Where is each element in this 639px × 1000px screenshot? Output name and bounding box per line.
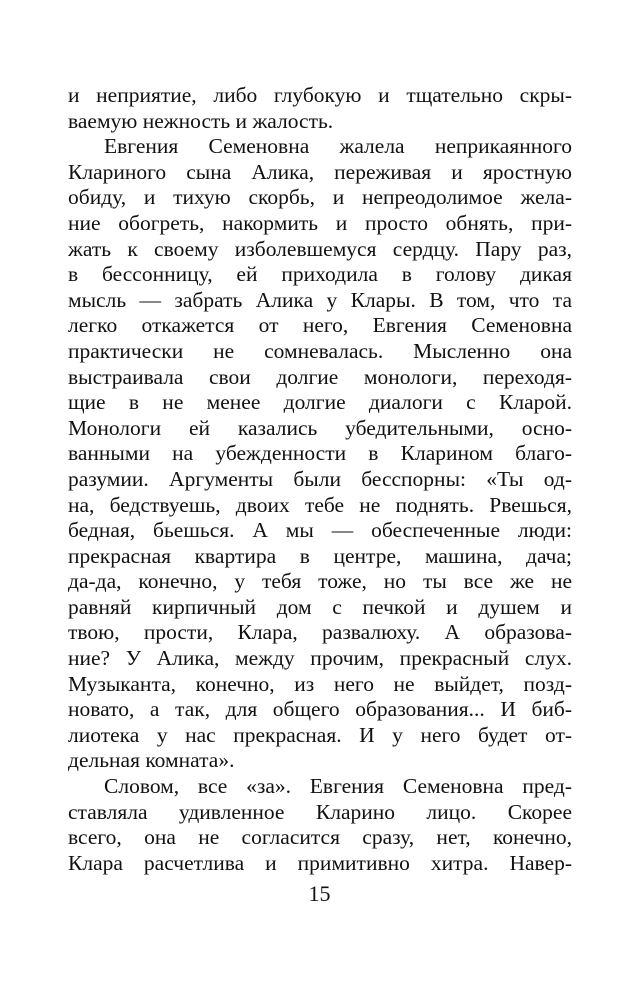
- text-line: мысль — забрать Алика у Клары. В том, что та: [68, 287, 572, 312]
- text-line: обиду, и тихую скорбь, и непреодолимое жела-: [68, 185, 572, 210]
- paragraph: [68, 774, 572, 876]
- text-line: в бессонницу, ей приходила в голову дикая: [68, 262, 572, 287]
- text-line: ставляла удивленное Кларино лицо. Скорее: [68, 799, 572, 824]
- text-line: Клариного сына Алика, переживая и яростную: [68, 159, 572, 184]
- text-line: дельная комната».: [68, 748, 235, 773]
- text-line: равняй кирпичный дом с печкой и душем и: [68, 594, 572, 619]
- paragraph: [68, 134, 572, 774]
- text-line: выстраивала свои долгие монологи, переходя-: [68, 364, 572, 389]
- text-line: на, бедствуешь, двоих тебе не поднять. Рвешься,: [68, 492, 572, 517]
- text-line: да-да, конечно, у тебя тоже, но ты все же не: [68, 569, 572, 594]
- text-line: разумии. Аргументы были бесспорны: «Ты од-: [68, 466, 572, 491]
- text-line: жать к своему изболевшемуся сердцу. Пару раз,: [68, 236, 572, 261]
- text-line: прекрасная квартира в центре, машина, дача;: [68, 543, 572, 568]
- text-line: щие в не менее долгие диалоги с Кларой.: [68, 390, 572, 415]
- text-line: ние? У Алика, между прочим, прекрасный слух.: [68, 646, 572, 671]
- text-line: лиотека у нас прекрасная. И у него будет от-: [68, 722, 572, 747]
- text-line: ванными на убежденности в Кларином благо-: [68, 441, 572, 466]
- text-line: Словом, все «за». Евгения Семеновна пред-: [104, 774, 572, 799]
- text-line: Монологи ей казались убедительными, осно-: [68, 415, 572, 440]
- text-line: ваемую нежность и жалость.: [68, 108, 334, 133]
- book-page-text: [68, 83, 572, 876]
- text-line: и неприятие, либо глубокую и тщательно скры-: [68, 83, 572, 107]
- text-line: бедная, бьешься. А мы — обеспеченные люди:: [68, 518, 572, 543]
- text-line: легко откажется от него, Евгения Семеновна: [68, 313, 572, 338]
- page-number: 15: [308, 881, 331, 906]
- text-line: ние обогреть, накормить и просто обнять, при-: [68, 210, 572, 235]
- text-line: новато, а так, для общего образования... И биб-: [68, 697, 572, 722]
- text-line: Музыканта, конечно, из него не выйдет, позд-: [68, 671, 572, 696]
- text-line: Клара расчетлива и примитивно хитра. Навер-: [68, 850, 572, 875]
- text-line: практически не сомневалась. Мысленно она: [68, 338, 572, 363]
- text-line: Евгения Семеновна жалела неприкаянного: [104, 134, 572, 159]
- text-line: всего, она не согласится сразу, нет, конечно,: [68, 825, 572, 850]
- text-line: твою, прости, Клара, развалюху. А образова-: [68, 620, 572, 645]
- paragraph: [68, 83, 572, 134]
